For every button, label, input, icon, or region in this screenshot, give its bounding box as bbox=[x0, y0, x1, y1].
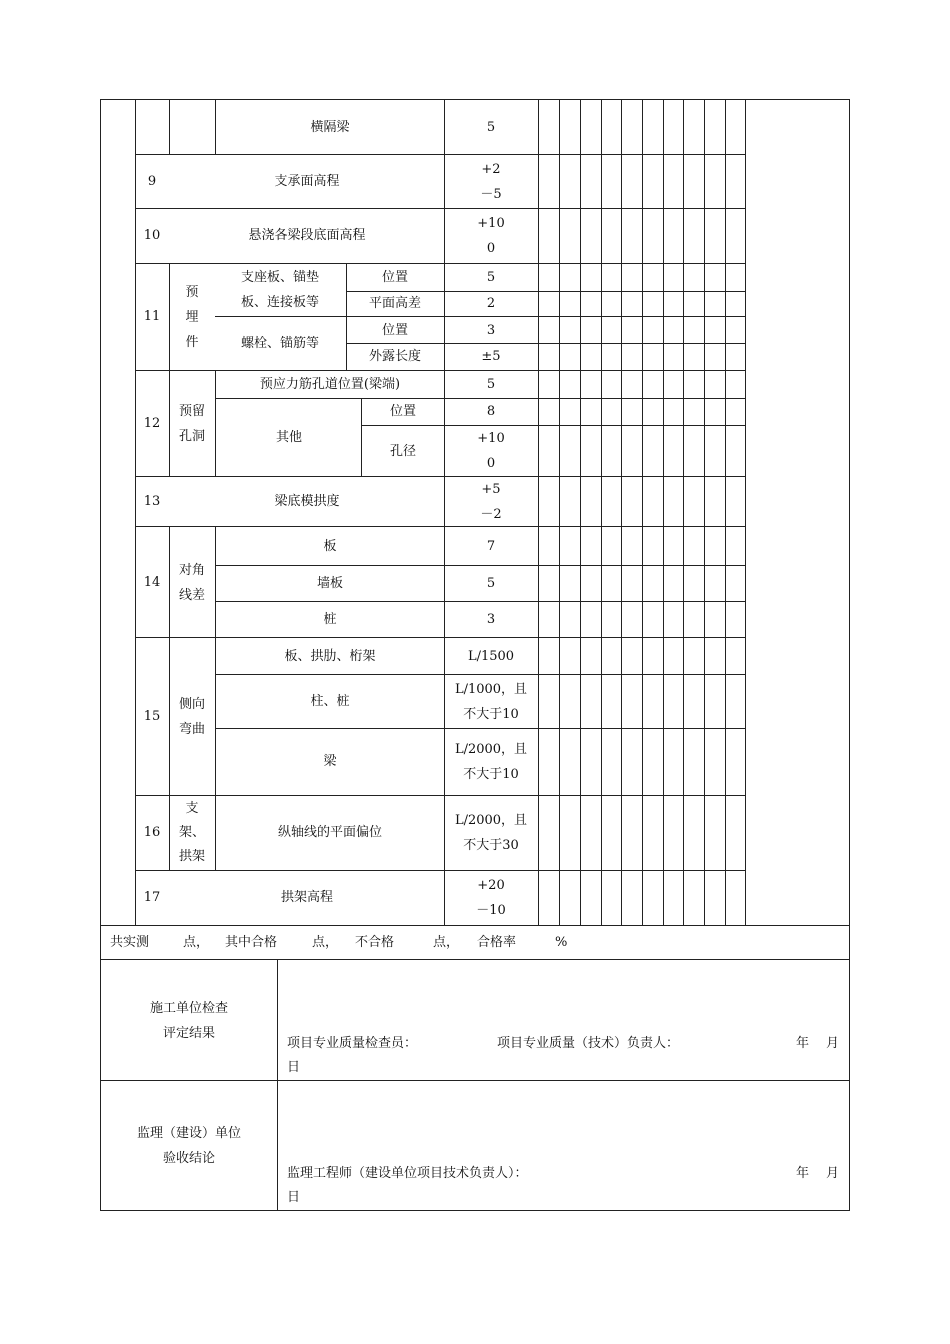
sub-item-label: 板、连接板等 bbox=[240, 295, 320, 310]
sub-item-label: 板、拱肋、桁架 bbox=[284, 649, 376, 664]
row-line bbox=[135, 154, 746, 155]
column-line bbox=[277, 959, 278, 1211]
row-line bbox=[135, 526, 746, 527]
tolerance-value: 3 bbox=[486, 323, 496, 338]
date-day-label: 日 bbox=[287, 1060, 301, 1075]
group-label: 支 bbox=[185, 801, 199, 816]
measure-column bbox=[621, 99, 622, 925]
sub-item-label: 螺栓、锚筋等 bbox=[240, 336, 320, 351]
item-label: 横隔梁 bbox=[310, 120, 350, 135]
row-line bbox=[215, 728, 746, 729]
sub-item-label: 支座板、锚垫 bbox=[240, 270, 320, 285]
tolerance-value: 0 bbox=[486, 241, 496, 256]
row-number: 10 bbox=[143, 228, 161, 243]
group-label: 预留 bbox=[178, 404, 206, 419]
summary-percent: % bbox=[555, 935, 568, 950]
tolerance-value: L/2000，且 bbox=[454, 813, 528, 828]
row-line bbox=[100, 925, 850, 926]
check-label: 位置 bbox=[389, 404, 417, 419]
check-label: 平面高差 bbox=[368, 296, 422, 311]
row-line bbox=[215, 674, 746, 675]
tolerance-value: 3 bbox=[486, 612, 496, 627]
tolerance-value: －2 bbox=[480, 507, 502, 522]
row-line bbox=[215, 565, 746, 566]
tolerance-value: －10 bbox=[476, 903, 506, 918]
item-label: 悬浇各梁段底面高程 bbox=[248, 228, 366, 243]
column-line bbox=[444, 99, 445, 925]
summary-points-unit: 点， bbox=[433, 935, 460, 950]
tolerance-value: 0 bbox=[486, 456, 496, 471]
summary-fail-label: 不合格 bbox=[355, 935, 395, 950]
sub-item-label: 柱、桩 bbox=[310, 694, 350, 709]
group-label: 侧向 bbox=[178, 697, 206, 712]
check-label: 位置 bbox=[381, 270, 409, 285]
summary-pass-label: 其中合格 bbox=[225, 935, 278, 950]
row-line bbox=[135, 263, 746, 264]
row-line bbox=[135, 637, 746, 638]
tolerance-value: 5 bbox=[486, 270, 496, 285]
check-label: 外露长度 bbox=[368, 349, 422, 364]
tolerance-value: L/1500 bbox=[467, 649, 515, 664]
measure-column bbox=[642, 99, 643, 925]
column-line bbox=[361, 398, 362, 476]
table-border bbox=[100, 99, 101, 1211]
column-line bbox=[169, 99, 170, 154]
tolerance-value: ±5 bbox=[481, 349, 501, 364]
group-label: 拱架 bbox=[178, 849, 206, 864]
sub-item-label: 梁 bbox=[323, 754, 337, 769]
tolerance-value: －5 bbox=[480, 187, 502, 202]
row-number: 15 bbox=[143, 709, 161, 724]
row-line bbox=[135, 795, 746, 796]
tolerance-value: +10 bbox=[477, 431, 505, 446]
column-line bbox=[169, 526, 170, 870]
leader-signature-label: 项目专业质量（技术）负责人： bbox=[497, 1036, 680, 1051]
check-label: 位置 bbox=[381, 323, 409, 338]
row-number: 16 bbox=[143, 825, 161, 840]
group-label: 预 bbox=[185, 285, 199, 300]
item-label: 预应力筋孔道位置(梁端) bbox=[259, 377, 401, 392]
row-number: 14 bbox=[143, 575, 161, 590]
summary-points-unit: 点， bbox=[183, 935, 210, 950]
tolerance-value: +5 bbox=[481, 482, 501, 497]
item-label: 梁底模拱度 bbox=[274, 494, 340, 509]
tolerance-value: 不大于30 bbox=[463, 838, 519, 853]
check-label: 孔径 bbox=[389, 444, 417, 459]
tolerance-value: 5 bbox=[486, 377, 496, 392]
sub-item-label: 其他 bbox=[275, 430, 303, 445]
tolerance-value: +2 bbox=[481, 162, 501, 177]
date-year-label: 年 bbox=[796, 1166, 810, 1181]
row-line bbox=[135, 208, 746, 209]
measure-column bbox=[725, 99, 726, 925]
row-line bbox=[361, 425, 746, 426]
measure-column bbox=[580, 99, 581, 925]
table-border bbox=[849, 99, 850, 1211]
measure-column bbox=[704, 99, 705, 925]
measure-column bbox=[663, 99, 664, 925]
group-label: 线差 bbox=[178, 588, 206, 603]
supervision-label: 监理（建设）单位 bbox=[136, 1126, 242, 1141]
tolerance-value: 5 bbox=[486, 120, 496, 135]
item-label: 纵轴线的平面偏位 bbox=[277, 825, 383, 840]
tolerance-value: 不大于10 bbox=[463, 707, 519, 722]
construction-label: 施工单位检查 bbox=[149, 1001, 229, 1016]
group-label: 件 bbox=[185, 335, 199, 350]
row-line bbox=[135, 870, 746, 871]
measure-column bbox=[601, 99, 602, 925]
tolerance-value: +10 bbox=[477, 216, 505, 231]
row-number: 17 bbox=[143, 890, 161, 905]
supervision-label: 验收结论 bbox=[162, 1151, 216, 1166]
row-number: 13 bbox=[143, 494, 161, 509]
tolerance-value: 2 bbox=[486, 296, 496, 311]
group-label: 弯曲 bbox=[178, 722, 206, 737]
date-month-label: 月 bbox=[826, 1166, 840, 1181]
row-line bbox=[135, 476, 746, 477]
column-line bbox=[538, 99, 539, 925]
tolerance-value: 7 bbox=[486, 539, 496, 554]
table-border bbox=[100, 1210, 850, 1211]
sub-item-label: 墙板 bbox=[316, 576, 344, 591]
tolerance-value: 8 bbox=[486, 404, 496, 419]
column-line bbox=[135, 99, 136, 925]
row-line bbox=[215, 601, 746, 602]
row-line bbox=[135, 370, 746, 371]
row-line bbox=[100, 1080, 850, 1081]
sub-item-label: 板 bbox=[323, 539, 337, 554]
group-label: 对角 bbox=[178, 563, 206, 578]
row-number: 11 bbox=[143, 309, 161, 324]
summary-points-unit: 点， bbox=[312, 935, 339, 950]
row-number: 12 bbox=[143, 416, 161, 431]
summary-rate-label: 合格率 bbox=[477, 935, 517, 950]
engineer-signature-label: 监理工程师（建设单位项目技术负责人）： bbox=[287, 1166, 528, 1181]
column-line bbox=[745, 99, 746, 925]
group-label: 孔洞 bbox=[178, 429, 206, 444]
column-line bbox=[215, 99, 216, 154]
column-line bbox=[215, 370, 216, 476]
measure-column bbox=[559, 99, 560, 925]
construction-label: 评定结果 bbox=[162, 1026, 216, 1041]
item-label: 拱架高程 bbox=[280, 890, 334, 905]
row-line bbox=[215, 398, 746, 399]
summary-total-label: 共实测 bbox=[110, 935, 150, 950]
column-line bbox=[215, 526, 216, 870]
date-year-label: 年 bbox=[796, 1036, 810, 1051]
item-label: 支承面高程 bbox=[274, 174, 340, 189]
group-label: 埋 bbox=[185, 310, 199, 325]
tolerance-value: L/1000，且 bbox=[454, 682, 528, 697]
table-border bbox=[100, 99, 850, 100]
tolerance-value: 5 bbox=[486, 576, 496, 591]
inspector-signature-label: 项目专业质量检查员： bbox=[287, 1036, 418, 1051]
tolerance-value: L/2000，且 bbox=[454, 742, 528, 757]
date-month-label: 月 bbox=[826, 1036, 840, 1051]
measure-column bbox=[683, 99, 684, 925]
row-number: 9 bbox=[147, 174, 157, 189]
row-line bbox=[215, 316, 746, 317]
tolerance-value: +20 bbox=[477, 878, 505, 893]
row-line bbox=[100, 959, 850, 960]
tolerance-value: 不大于10 bbox=[463, 767, 519, 782]
date-day-label: 日 bbox=[287, 1190, 301, 1205]
group-label: 架、 bbox=[178, 825, 206, 840]
sub-item-label: 桩 bbox=[323, 612, 337, 627]
